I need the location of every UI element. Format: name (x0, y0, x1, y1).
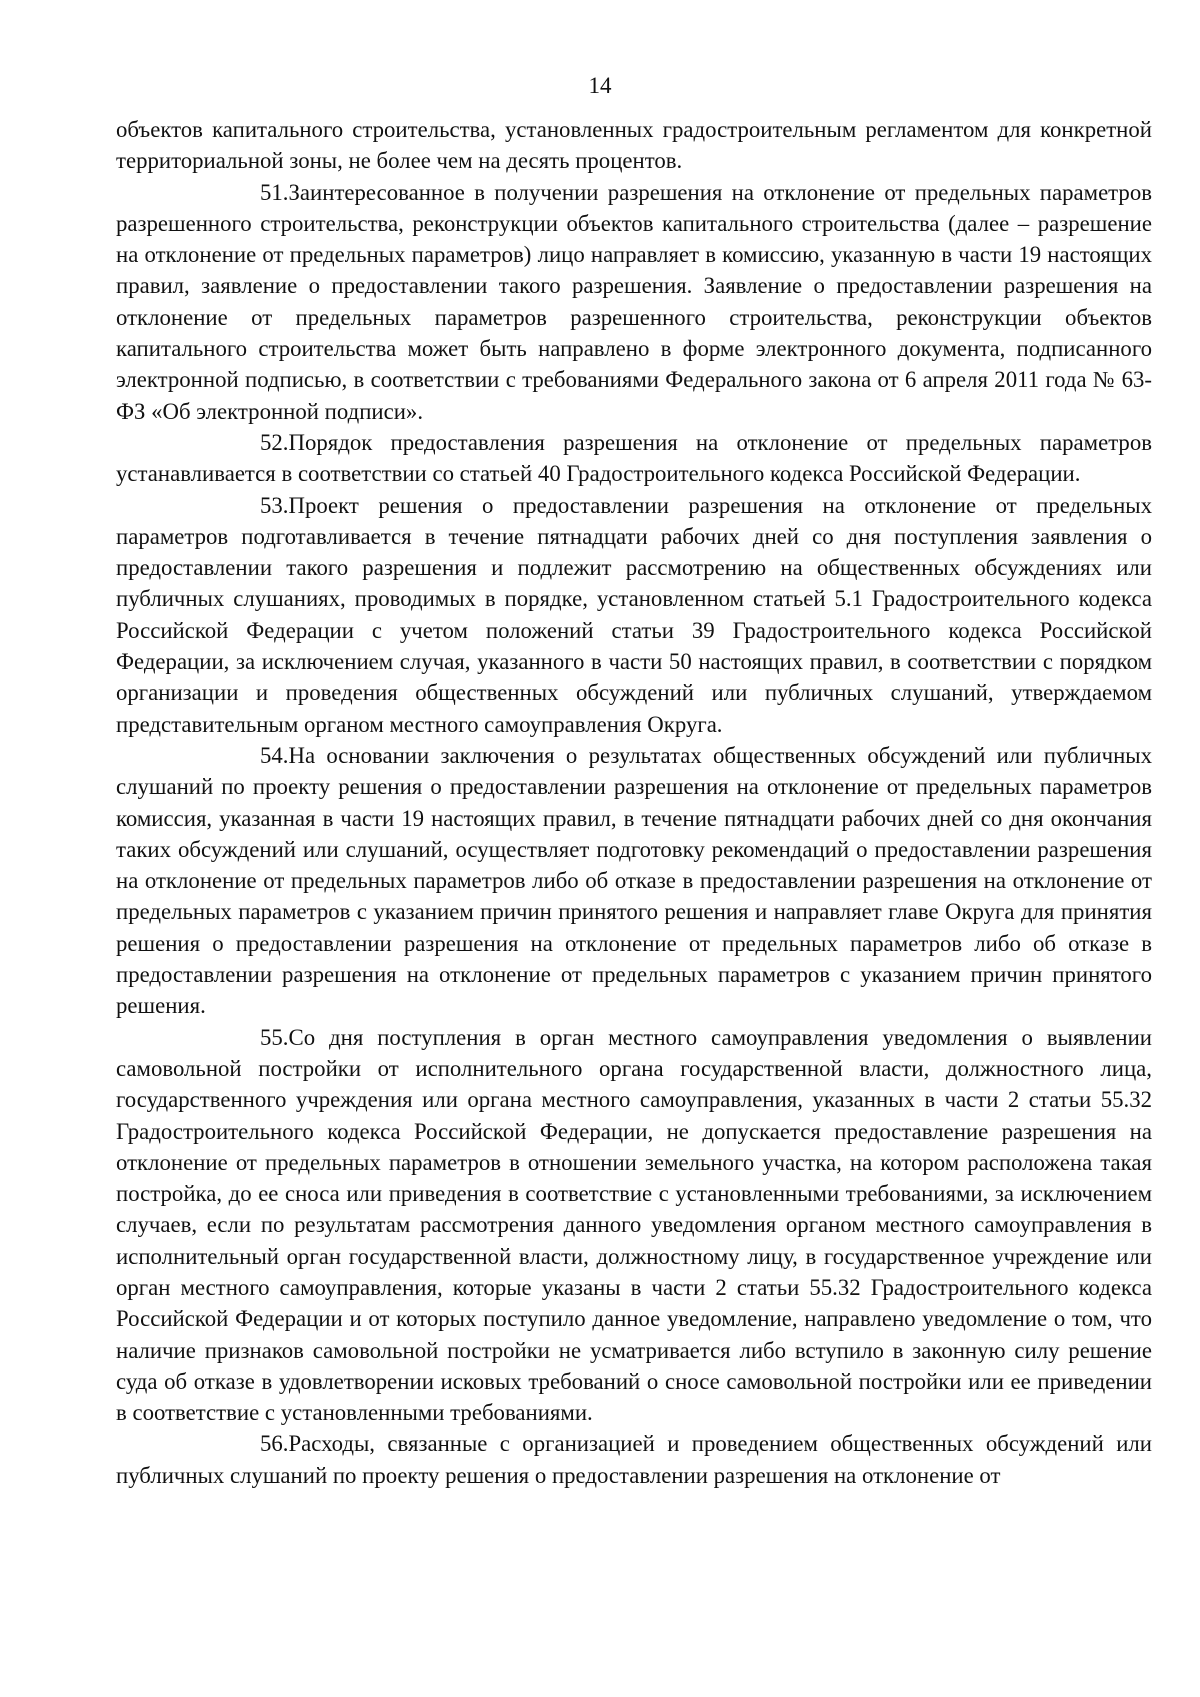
paragraph-number: 55. (260, 1024, 289, 1050)
paragraph-54 (116, 740, 1152, 1022)
paragraph-text: На основании заключения о результатах общественных обсуждений или публичных слушаний по проекту решения о предоставлении разрешения на отклонение от предельных параметров комиссия, указанная в части 19 настоящих правил, в течение пятнадцати рабочих дней со дня окончания таких обсуждений или слушаний, осуществляет подготовку рекомендаций о предоставлении разрешения на отклонение от предельных параметров либо об отказе в предоставлении разрешения на отклонение от предельных параметров с указанием причин принятого решения и направляет главе Округа для принятия решения о предоставлении разрешения на отклонение от предельных параметров либо об отказе в предоставлении разрешения на отклонение от предельных параметров с указанием причин принятого решения. (116, 742, 1152, 1019)
paragraph-text: Со дня поступления в орган местного самоуправления уведомления о выявлении самовольной постройки от исполнительного органа государственной власти, должностного лица, государственного учреждения или органа местного самоуправления, указанных в части 2 статьи 55.32 Градостроительного кодекса Российской Федерации, не допускается предоставление разрешения на отклонение от предельных параметров в отношении земельного участка, на котором расположена такая постройка, до ее сноса или приведения в соответствие с установленными требованиями, за исключением случаев, если по результатам рассмотрения данного уведомления органом местного самоуправления в исполнительный орган государственной власти, должностному лицу, в государственное учреждение или орган местного самоуправления, которые указаны в части 2 статьи 55.32 Градостроительного кодекса Российской Федерации и от которых поступило данное уведомление, направлено уведомление о том, что наличие признаков самовольной постройки не усматривается либо вступило в законную силу решение суда об отказе в удовлетворении исковых требований о сносе самовольной постройки или ее приведении в соответствие с установленными требованиями. (116, 1024, 1152, 1426)
paragraph-53 (116, 490, 1152, 740)
paragraph-52 (116, 427, 1152, 490)
paragraph-text: объектов капитального строительства, установленных градостроительным регламентом для конкретной территориальной зоны, не более чем на десять процентов. (116, 117, 1152, 174)
paragraph-number: 54. (260, 742, 289, 768)
paragraph-56 (116, 1428, 1152, 1491)
paragraph-text: Расходы, связанные с организацией и проведением общественных обсуждений или публичных слушаний по проекту решения о предоставлении разрешения на отклонение от (116, 1431, 1152, 1488)
paragraph-55 (116, 1022, 1152, 1429)
paragraph-text: Порядок предоставления разрешения на отклонение от предельных параметров устанавливается в соответствии со статьей 40 Градостроительного кодекса Российской Федерации. (116, 429, 1152, 487)
document-body (116, 114, 1152, 1491)
paragraph-number: 53. (260, 492, 289, 518)
paragraph-text: Заинтересованное в получении разрешения на отклонение от предельных параметров разрешенного строительства, реконструкции объектов капитального строительства (далее – разрешение на отклонение от предельных параметров) лицо направляет в комиссию, указанную в части 19 настоящих правил, заявление о предоставлении такого разрешения. Заявление о предоставлении разрешения на отклонение от предельных параметров разрешенного строительства, реконструкции объектов капитального строительства может быть направлено в форме электронного документа, подписанного электронной подписью, в соответствии с требованиями Федерального закона от 6 апреля 2011 года № 63-ФЗ «Об электронной подписи». (116, 179, 1152, 424)
paragraph-text: Проект решения о предоставлении разрешения на отклонение от предельных параметров подготавливается в течение пятнадцати рабочих дней со дня поступления заявления о предоставлении такого разрешения и подлежит рассмотрению на общественных обсуждениях или публичных слушаниях, проводимых в порядке, установленном статьей 5.1 Градостроительного кодекса Российской Федерации с учетом положений статьи 39 Градостроительного кодекса Российской Федерации, за исключением случая, указанного в части 50 настоящих правил, в соответствии с порядком организации и проведения общественных обсуждений или публичных слушаний, утверждаемом представительным органом местного самоуправления Округа. (116, 492, 1152, 737)
paragraph-51 (116, 177, 1152, 427)
paragraph-continuation (116, 114, 1152, 177)
paragraph-number: 56. (260, 1431, 289, 1457)
paragraph-number: 51. (260, 179, 289, 205)
paragraph-number: 52. (260, 429, 289, 455)
page-number: 14 (588, 73, 612, 98)
